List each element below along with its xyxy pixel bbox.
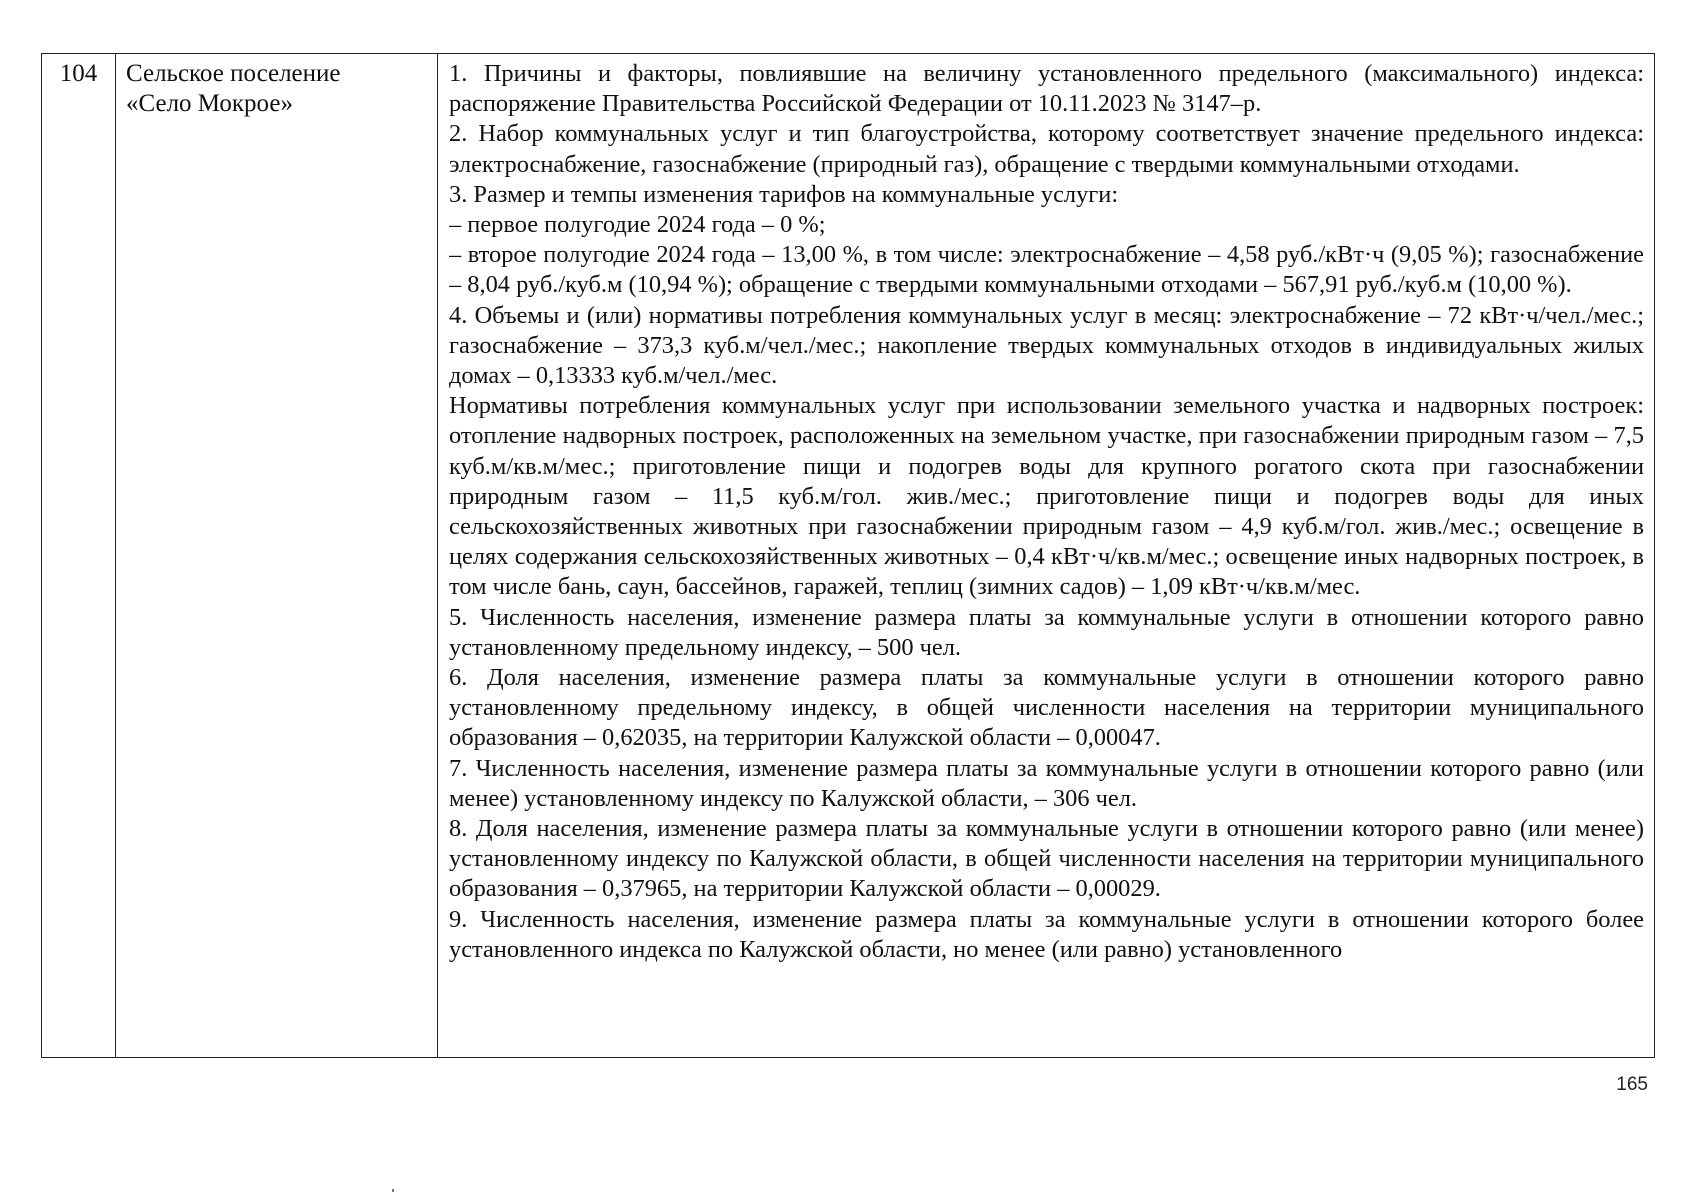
paragraph-land-norms: Нормативы потребления коммунальных услуг при использовании земельного участка и надворных построек: отопление надворных построек, расположенных на земельном участке, при газоснабжении природным газом – 7,5 куб.м/кв.м/мес.; приготовление пищи и подогрев воды для крупного рогатого скота при газоснабжении природным газом – 11,5 куб.м/гол. жив./мес.; приготовление пищи и подогрев воды для иных сельскохозяйственных животных при газоснабжении природным газом – 4,9 куб.м/гол. жив./мес.; освещение в целях содержания сельскохозяйственных животных – 0,4 кВт·ч/кв.м/мес.; освещение иных надворных построек, в том числе бань, саун, бассейнов, гаражей, теплиц (зимних садов) – 1,09 кВт·ч/кв.м/мес.: [449, 392, 1644, 601]
municipality-name: «Село Мокрое»: [126, 90, 293, 117]
table-row: [42, 54, 1655, 1058]
municipality-cell: [116, 54, 438, 1058]
paragraph-second-half: – второе полугодие 2024 года – 13,00 %, в том числе: электроснабжение – 4,58 руб./кВт·ч (9,05 %); газоснабжение – 8,04 руб./куб.м (10,94 %); обращение с твердыми коммунальными отходами – 567,91 руб./куб.м (10,00 %).: [449, 241, 1644, 299]
row-number: 104: [59, 60, 98, 87]
row-number-cell: [42, 54, 116, 1058]
paragraph-population-more: 9. Численность населения, изменение размера платы за коммунальные услуги в отношении которого более установленного индекса по Калужской области, но менее (или равно) установленного: [449, 905, 1644, 963]
paragraph-first-half: – первое полугодие 2024 года – 0 %;: [449, 211, 826, 239]
paragraph-consumption-volumes: 4. Объемы и (или) нормативы потребления коммунальных услуг в месяц: электроснабжение – 72 кВт·ч/чел./мес.; газоснабжение – 373,3 куб.м/чел./мес.; накопление твердых коммунальных отходов в индивидуальных жилых домах – 0,13333 куб.м/чел./мес.: [449, 301, 1644, 390]
paragraph-reasons: 1. Причины и факторы, повлиявшие на величину установленного предельного (максимального) индекса: распоряжение Правительства Российской Федерации от 10.11.2023 № 3147–р.: [449, 60, 1644, 118]
page-number: 165: [1616, 1074, 1648, 1095]
paragraph-share-equal: 6. Доля населения, изменение размера платы за коммунальные услуги в отношении которого равно установленному предельному индексу, в общей численности населения на территории муниципального образования – 0,62035, на территории Калужской области – 0,00047.: [449, 664, 1644, 752]
tariff-index-table: [41, 53, 1655, 1058]
paragraph-share-less: 8. Доля населения, изменение размера платы за коммунальные услуги в отношении которого равно (или менее) установленному индексу по Калужской области, в общей численности населения на территории муниципального образования – 0,37965, на территории Калужской области – 0,00029.: [449, 815, 1644, 903]
municipality-type: Сельское поселение: [126, 60, 341, 87]
description-text: [449, 59, 1644, 1055]
description-cell: [438, 54, 1655, 1058]
paragraph-services-set: 2. Набор коммунальных услуг и тип благоустройства, которому соответствует значение предельного индекса: электроснабжение, газоснабжение (природный газ), обращение с твердыми коммунальными отходами.: [449, 120, 1644, 178]
scan-artifact: [392, 1189, 394, 1192]
paragraph-population-less: 7. Численность населения, изменение размера платы за коммунальные услуги в отношении которого равно (или менее) установленному индексу по Калужской области, – 306 чел.: [449, 754, 1644, 812]
paragraph-tariff-heading: 3. Размер и темпы изменения тарифов на коммунальные услуги:: [449, 180, 1119, 208]
paragraph-population-equal: 5. Численность населения, изменение размера платы за коммунальные услуги в отношении которого равно установленному предельному индексу, – 500 чел.: [449, 603, 1644, 661]
